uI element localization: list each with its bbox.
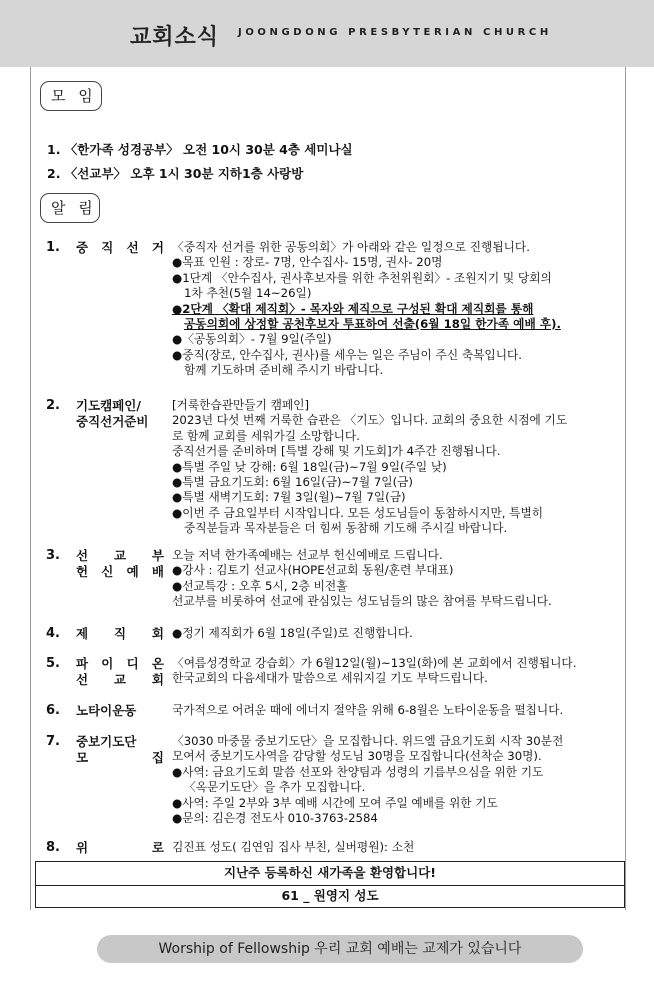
notice-line: 중직분들과 목자분들은 더 힘써 동참해 기도해 주시길 바랍니다. xyxy=(184,521,508,536)
notice-line-emphasis: ●2단계 〈확대 제직회〉- 목자와 제직으로 구성된 확대 제직회를 통해 xyxy=(172,301,534,316)
notice-line: 2023년 다섯 번째 거룩한 습관은 〈기도〉입니다. 교회의 중요한 시점에 기도 xyxy=(172,413,568,428)
notice-line: ●사역: 주일 2부와 3부 예배 시간에 모여 주일 예배를 위한 기도 xyxy=(172,795,498,810)
notice-label-line: 위 로 xyxy=(76,840,164,855)
gathering-item: 2. 〈선교부〉 오후 1시 30분 지하1층 사랑방 xyxy=(47,166,304,181)
footer-banner: Worship of Fellowship 우리 교회 예배는 교제가 있습니다 xyxy=(97,935,583,963)
notice-line: ●강사 : 김토기 선교사(HOPE선교회 동원/훈련 부대표) xyxy=(172,563,454,578)
notice-content xyxy=(172,840,622,855)
notice-line: 〈여름성경학교 강습회〉가 6월12일(월)~13일(화)에 본 교회에서 진행됩니다. xyxy=(172,656,577,670)
welcome-title: 지난주 등록하신 새가족을 환영합니다! xyxy=(36,862,624,886)
notice-label-line: 기도캠페인/ xyxy=(76,398,141,413)
notice-number: 4. xyxy=(46,626,60,641)
notice-content xyxy=(172,548,622,610)
notice-line-emphasis: 공동의회에 상정할 공천후보자 투표하여 선출(6월 18일 한가족 예배 후). xyxy=(184,317,561,332)
section-heading-notices: 알 림 xyxy=(40,193,100,223)
notice-content xyxy=(172,240,622,379)
header-title: 교회소식 xyxy=(130,25,220,50)
notice-number: 5. xyxy=(46,656,60,671)
notice-content xyxy=(172,734,622,826)
notice-content xyxy=(172,626,622,641)
notice-number: 1. xyxy=(46,240,60,255)
notice-label xyxy=(76,398,164,430)
notice-line: 한국교회의 다음세대가 말씀으로 세워지길 기도 부탁드립니다. xyxy=(172,671,488,686)
notice-label-line: 노타이운동 xyxy=(76,703,137,718)
notice-number: 7. xyxy=(46,734,60,749)
notice-number: 8. xyxy=(46,840,60,855)
notice-line: ●특별 주일 낮 강해: 6월 18일(금)~7월 9일(주일 낮) xyxy=(172,459,447,474)
notice-line: 김진표 성도( 김연임 집사 부친, 실버평원): 소천 xyxy=(172,840,415,854)
notice-label xyxy=(76,840,164,856)
notice-line: ●사역: 금요기도회 말씀 선포와 찬양팀과 성령의 기름부으심을 위한 기도 xyxy=(172,764,544,779)
notice-line: ●특별 새벽기도회: 7월 3일(월)~7월 7일(금) xyxy=(172,490,406,505)
notice-line: ●특별 금요기도회: 6월 16일(금)~7월 7일(금) xyxy=(172,475,413,490)
notice-number: 6. xyxy=(46,703,60,718)
notice-line: 선교부를 비롯하여 선교에 관심있는 성도님들의 많은 참여를 부탁드립니다. xyxy=(172,594,552,609)
notice-line: 〈3030 마중물 중보기도단〉을 모집합니다. 위드엘 금요기도회 시작 30분전 xyxy=(172,734,564,748)
notice-label xyxy=(76,548,164,580)
notice-line: 1차 추천(5월 14~26일) xyxy=(184,286,312,301)
notice-line: 모여서 중보기도사역을 감당할 성도님 30명을 모집합니다(선착순 30명). xyxy=(172,749,542,764)
notice-content xyxy=(172,656,622,687)
notice-line: ●이번 주 금요일부터 시작입니다. 모든 성도님들이 동참하시지만, 특별히 xyxy=(172,505,544,520)
notice-label-line: 헌 신 예 배 xyxy=(76,564,164,579)
notice-line: ●문의: 김은경 전도사 010-3763-2584 xyxy=(172,811,378,826)
notice-label xyxy=(76,734,164,766)
section-heading-gathering: 모 임 xyxy=(40,81,102,111)
notice-content xyxy=(172,703,622,718)
notice-line: ●정기 제직회가 6월 18일(주일)로 진행합니다. xyxy=(172,626,413,640)
notice-line: 로 함께 교회를 세워가길 소망합니다. xyxy=(172,428,360,443)
notice-line: ●〈공동의회〉- 7월 9일(주일) xyxy=(172,332,332,347)
notice-label-line: 제 직 회 xyxy=(76,626,164,641)
notice-line: 〈옥문기도단〉을 추가 모집합니다. xyxy=(184,780,366,795)
notice-label xyxy=(76,626,164,642)
notice-line: ●선교특강 : 오후 5시, 2층 비전홀 xyxy=(172,578,348,593)
notice-label-line: 중직선거준비 xyxy=(76,414,149,429)
gathering-item: 1. 〈한가족 성경공부〉 오전 10시 30분 4층 세미나실 xyxy=(47,142,353,157)
notice-line: ●중직(장로, 안수집사, 권사)를 세우는 일은 주님이 주신 축복입니다. xyxy=(172,347,523,362)
notice-content xyxy=(172,398,622,537)
notice-number: 3. xyxy=(46,548,60,563)
notice-label-line: 중보기도단 xyxy=(76,734,137,749)
notice-line: ●1단계 〈안수집사, 권사후보자를 위한 추천위원회〉- 조원지기 및 당회의 xyxy=(172,270,552,285)
notice-number: 2. xyxy=(46,398,60,413)
header-subtitle: JOONGDONG PRESBYTERIAN CHURCH xyxy=(238,27,552,38)
notice-line: 함께 기도하며 준비해 주시기 바랍니다. xyxy=(184,363,384,378)
notice-label xyxy=(76,703,164,719)
notice-label-line: 중 직 선 거 xyxy=(76,240,164,255)
notice-label-line: 선 교 회 xyxy=(76,672,164,687)
notice-line: ●목표 인원 : 장로- 7명, 안수집사- 15명, 권사- 20명 xyxy=(172,255,443,270)
notice-line: 국가적으로 어려운 때에 에너지 절약을 위해 6-8월은 노타이운동을 펼칩니다. xyxy=(172,703,564,717)
notice-line: 중직선거를 준비하며 [특별 강해 및 기도회]가 4주간 진행됩니다. xyxy=(172,444,501,459)
welcome-name: 61 _ 원영지 성도 xyxy=(281,888,379,903)
notice-line: 오늘 저녁 한가족예배는 선교부 헌신예배로 드립니다. xyxy=(172,548,443,562)
notice-label-line: 파 이 디 온 xyxy=(76,656,164,671)
notice-line: [거룩한습관만들기 캠페인] xyxy=(172,398,310,412)
notice-label-line: 모 집 xyxy=(76,750,164,765)
notice-line: 〈중직자 선거를 위한 공동의회〉가 아래와 같은 일정으로 진행됩니다. xyxy=(172,240,530,254)
notice-label xyxy=(76,656,164,688)
welcome-box xyxy=(35,861,625,908)
notice-label-line: 선 교 부 xyxy=(76,548,164,563)
notice-label xyxy=(76,240,164,256)
